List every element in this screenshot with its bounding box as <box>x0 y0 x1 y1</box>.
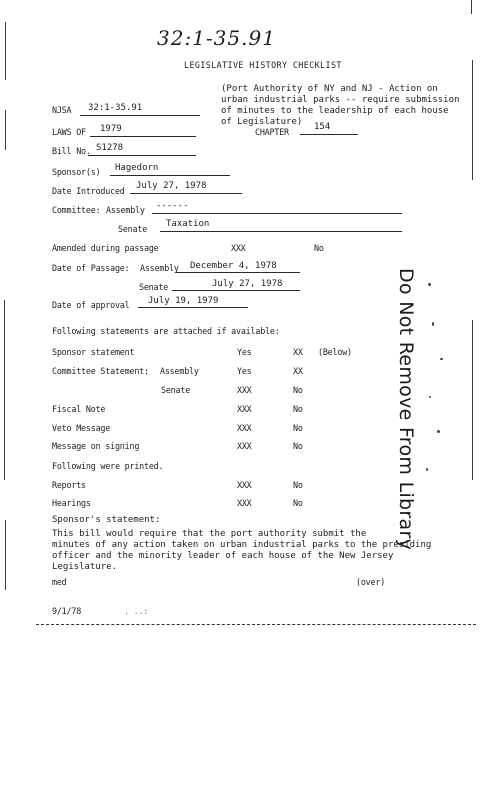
committee-senate-underline <box>160 231 402 232</box>
sponsor-statement-line: This bill would require that the port authority submit the <box>52 529 367 539</box>
bill-no-value: S1278 <box>96 143 124 153</box>
row-sublabel: Senate <box>161 385 191 395</box>
sponsor-value: Hagedorn <box>115 163 159 173</box>
row-no: No <box>293 385 303 395</box>
margin-line <box>5 110 6 150</box>
row-no: XX <box>293 347 303 357</box>
subject-line: of minutes to the leadership of each house <box>221 106 449 116</box>
bill-no-underline <box>88 155 196 156</box>
subject-line: of Legislature) <box>221 117 303 127</box>
margin-line <box>471 0 472 14</box>
committee-assembly-label: Assembly <box>106 205 145 215</box>
row-no: No <box>293 441 303 451</box>
amended-label: Amended during passage <box>52 243 159 253</box>
scan-speck <box>426 468 428 471</box>
row-no: No <box>293 404 303 414</box>
passage-assembly-label: Assembly <box>140 263 179 273</box>
margin-line <box>5 22 6 80</box>
scan-speck <box>432 322 434 326</box>
printed-row-yes: XXX <box>237 498 252 508</box>
subject-line: (Port Authority of NY and NJ - Action on <box>221 84 438 94</box>
bottom-dashed-line <box>36 624 476 625</box>
sponsor-underline <box>110 175 230 176</box>
initials: med <box>52 577 67 587</box>
scan-speck <box>428 283 431 286</box>
over-label: (over) <box>356 577 386 587</box>
approval-label: Date of approval <box>52 300 130 310</box>
scan-speck <box>429 396 431 398</box>
row-note: (Below) <box>318 347 352 357</box>
amended-no: No <box>314 243 324 253</box>
sponsor-statement-line: Legislature. <box>52 562 118 572</box>
passage-senate-value: July 27, 1978 <box>212 279 283 289</box>
chapter-underline <box>300 134 358 135</box>
row-label: Message on signing <box>52 441 140 451</box>
margin-line <box>472 60 473 180</box>
scan-speck <box>437 430 440 433</box>
date-stamp: 9/1/78 <box>52 606 82 616</box>
passage-label: Date of Passage: <box>52 263 130 273</box>
sponsor-label: Sponsor(s) <box>52 167 101 177</box>
row-yes: XXX <box>237 441 252 451</box>
page-title: LEGISLATIVE HISTORY CHECKLIST <box>184 60 342 70</box>
subject-line: urban industrial parks -- require submission <box>221 95 460 105</box>
scan-speck <box>440 358 443 360</box>
row-yes: XXX <box>237 423 252 433</box>
date-introduced-label: Date Introduced <box>52 186 125 196</box>
njsa-underline <box>80 115 200 116</box>
date-introduced-underline <box>130 193 242 194</box>
printed-row-label: Hearings <box>52 498 91 508</box>
library-stamp: Do Not Remove From Library <box>395 268 417 551</box>
faint-marks: . ..: <box>124 606 149 616</box>
bill-no-label: Bill No. <box>52 146 91 156</box>
approval-underline <box>138 307 248 308</box>
margin-line <box>4 300 5 480</box>
printed-row-label: Reports <box>52 480 86 490</box>
printed-heading: Following were printed. <box>52 461 164 471</box>
committee-assembly-underline <box>152 213 402 214</box>
margin-line <box>472 320 473 480</box>
chapter-value: 154 <box>314 122 331 132</box>
njsa-value: 32:1-35.91 <box>88 103 143 113</box>
chapter-label: CHAPTER <box>255 127 289 137</box>
printed-row-no: No <box>293 498 303 508</box>
committee-senate-label: Senate <box>118 224 148 234</box>
njsa-label: NJSA <box>52 105 72 115</box>
passage-assembly-value: December 4, 1978 <box>190 261 277 271</box>
printed-row-no: No <box>293 480 303 490</box>
row-yes: Yes <box>237 347 252 357</box>
amended-yes: XXX <box>231 243 246 253</box>
row-label: Fiscal Note <box>52 404 106 414</box>
laws-of-value: 1979 <box>100 124 122 134</box>
row-label: Veto Message <box>52 423 111 433</box>
date-introduced-value: July 27, 1978 <box>136 181 207 191</box>
sponsor-statement-heading: Sponsor's statement: <box>52 515 161 525</box>
laws-of-label: LAWS OF <box>52 127 86 137</box>
row-label: Sponsor statement <box>52 347 135 357</box>
row-no: No <box>293 423 303 433</box>
margin-line <box>5 520 6 590</box>
row-label: Committee Statement: <box>52 366 149 376</box>
approval-value: July 19, 1979 <box>148 296 219 306</box>
row-yes: XXX <box>237 404 252 414</box>
sponsor-statement-line: officer and the minority leader of each house of the New Jersey <box>52 551 394 561</box>
passage-senate-underline <box>172 290 300 291</box>
committee-assembly-value: ------ <box>156 201 189 211</box>
passage-assembly-underline <box>176 272 300 273</box>
committee-senate-value: Taxation <box>166 219 210 229</box>
committee-label: Committee: <box>52 205 101 215</box>
laws-of-underline <box>90 136 196 137</box>
passage-senate-label: Senate <box>139 282 169 292</box>
row-yes: XXX <box>237 385 252 395</box>
sponsor-statement-line: minutes of any action taken on urban industrial parks to the presiding <box>52 540 432 550</box>
row-no: XX <box>293 366 303 376</box>
statements-heading: Following statements are attached if available: <box>52 326 280 336</box>
row-sublabel: Assembly <box>160 366 199 376</box>
printed-row-yes: XXX <box>237 480 252 490</box>
row-yes: Yes <box>237 366 252 376</box>
handwritten-number: 32:1-35.91 <box>157 26 276 50</box>
